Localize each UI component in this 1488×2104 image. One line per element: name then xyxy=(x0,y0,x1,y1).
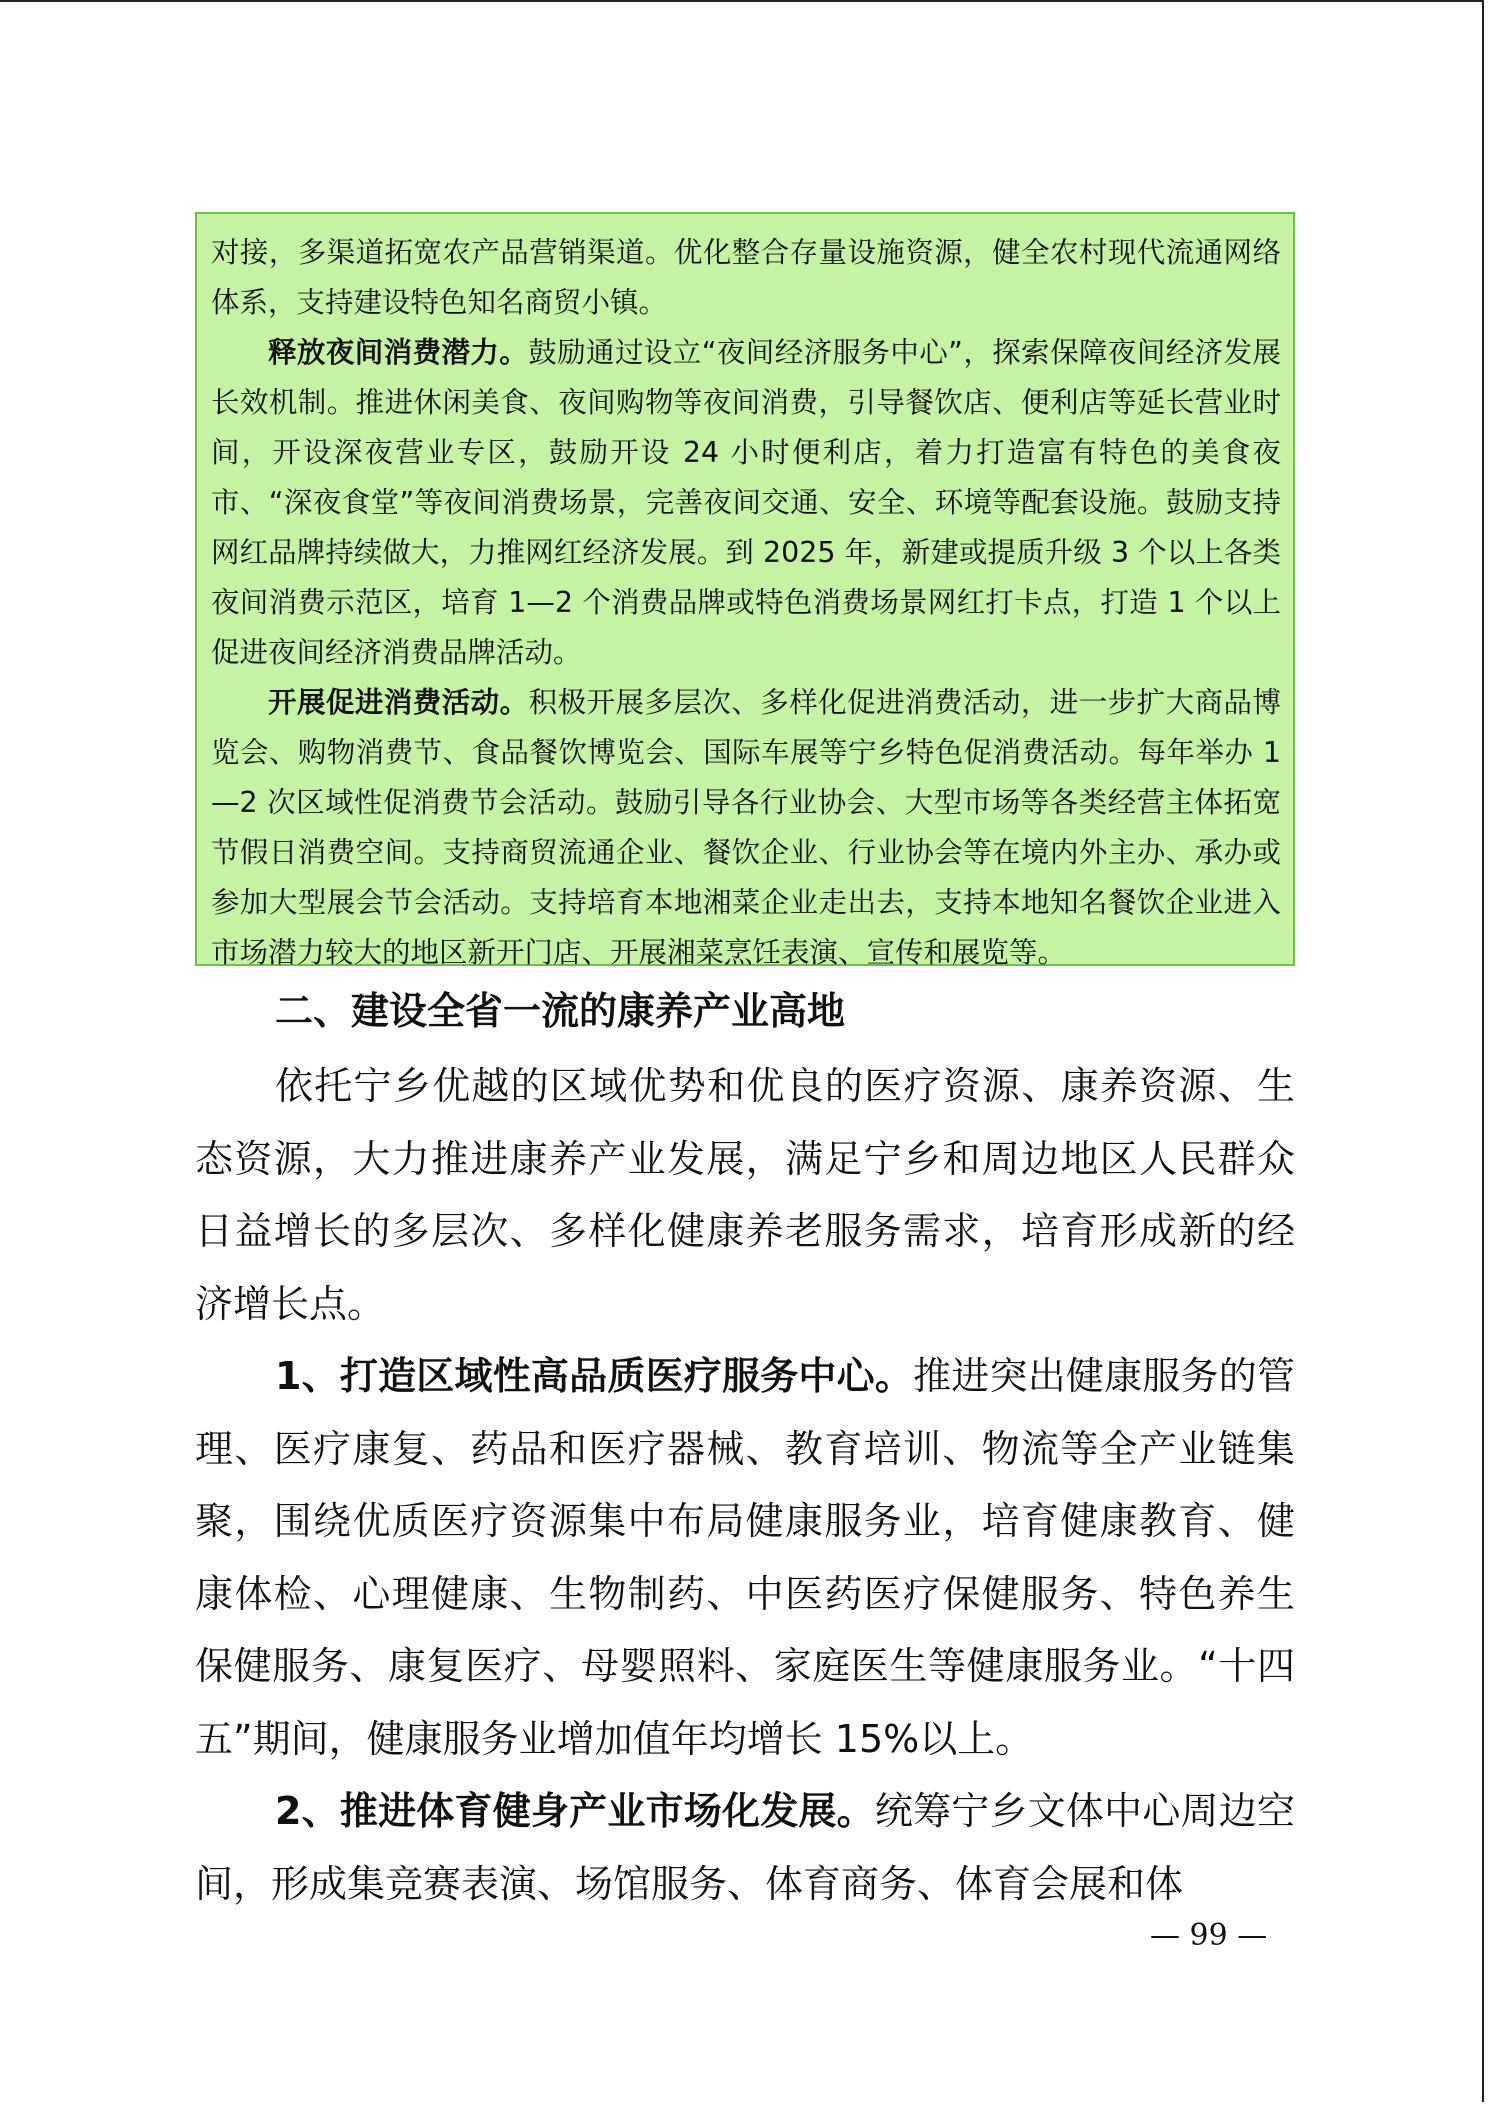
box-paragraph-text: 鼓励通过设立“夜间经济服务中心”，探索保障夜间经济发展长效机制。推进休闲美食、夜间购物等夜间消费，引导餐饮店、便利店等延长营业时间，开设深夜营业专区，鼓励开设 24 小时便利店，着力打造富有特色的美食夜市、“深夜食堂”等夜间消费场景，完善夜间交通、安全、环境等配套设施。鼓励支持网红品牌持续做大，力推网红经济发展。到 2025 年，新建或提质升级 3 个以上各类夜间消费示范区，培育 1—2 个消费品牌或特色消费场景网红打卡点，打造 1 个以上促进夜间经济消费品牌活动。 xyxy=(211,336,1281,669)
page-number: — 99 — xyxy=(1150,1918,1268,1953)
section-heading: 二、建设全省一流的康养产业高地 xyxy=(275,989,846,1033)
main-content xyxy=(195,978,1295,1920)
item-title: 2、推进体育健身产业市场化发展。 xyxy=(275,1789,875,1833)
box-paragraph-text: 积极开展多层次、多样化促进消费活动，进一步扩大商品博览会、购物消费节、食品餐饮博览会、国际车展等宁乡特色促消费活动。每年举办 1—2 次区域性促消费节会活动。鼓励引导各行业协会、大型市场等各类经营主体拓宽节假日消费空间。支持商贸流通企业、餐饮企业、行业协会等在境内外主办、承办或参加大型展会节会活动。支持培育本地湘菜企业走出去，支持本地知名餐饮企业进入市场潜力较大的地区新开门店、开展湘菜烹饪表演、宣传和展览等。 xyxy=(211,686,1281,969)
item-paragraph xyxy=(195,1775,1295,1920)
box-paragraph xyxy=(211,678,1281,978)
box-paragraph: 对接，多渠道拓宽农产品营销渠道。优化整合存量设施资源，健全农村现代流通网络体系，支持建设特色知名商贸小镇。 xyxy=(211,236,1281,319)
item-text: 统筹宁乡文体中心周边空间，形成集竞赛表演、场馆服务、体育商务、体育会展和体 xyxy=(195,1789,1295,1906)
highlight-box xyxy=(195,212,1295,969)
item-title: 1、打造区域性高品质医疗服务中心。 xyxy=(275,1354,914,1398)
section-intro: 依托宁乡优越的区域优势和优良的医疗资源、康养资源、生态资源，大力推进康养产业发展，满足宁乡和周边地区人民群众日益增长的多层次、多样化健康养老服务需求，培育形成新的经济增长点。 xyxy=(195,1064,1295,1326)
box-paragraph-title: 释放夜间消费潜力。 xyxy=(268,336,529,369)
item-text: 推进突出健康服务的管理、医疗康复、药品和医疗器械、教育培训、物流等全产业链集聚，围绕优质医疗资源集中布局健康服务业，培育健康教育、健康体检、心理健康、生物制药、中医药医疗保健服务、特色养生保健服务、康复医疗、母婴照料、家庭医生等健康服务业。“十四五”期间，健康服务业增加值年均增长 15%以上。 xyxy=(195,1354,1295,1761)
item-paragraph xyxy=(195,1340,1295,1775)
box-paragraph xyxy=(211,328,1281,678)
box-paragraph-title: 开展促进消费活动。 xyxy=(268,686,529,719)
